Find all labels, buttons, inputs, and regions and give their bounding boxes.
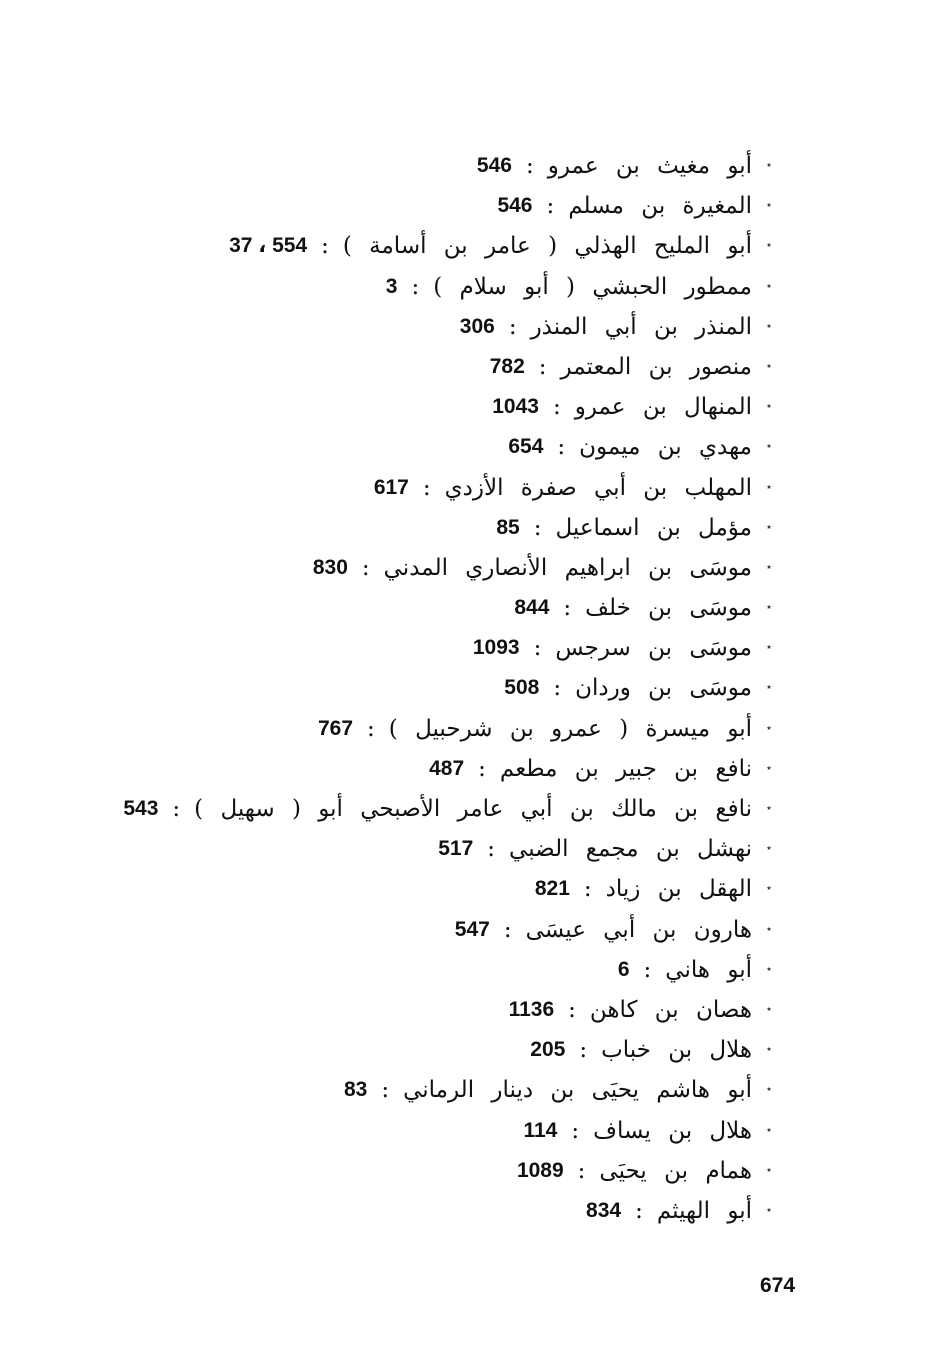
entry-separator: : (553, 675, 562, 702)
index-entry (120, 468, 786, 508)
entry-name: موسَى بن سرجس (555, 635, 752, 662)
entry-separator: : (557, 434, 566, 461)
entry-name: هارون بن أبي عيسَى (525, 916, 752, 943)
entry-pages: 654 (508, 435, 544, 459)
index-entry (120, 869, 786, 909)
entry-name: الهقل بن زياد (605, 876, 752, 903)
bullet-icon: ٭ (766, 360, 772, 372)
bullet-icon: ٭ (766, 963, 772, 975)
entry-name: هلال بن خباب (601, 1037, 752, 1064)
bullet-icon: ٭ (766, 883, 772, 895)
entry-pages: 517 (438, 837, 474, 861)
entry-pages: 1089 (516, 1158, 564, 1182)
bullet-icon: ٭ (766, 240, 772, 252)
entry-separator: : (579, 1037, 588, 1064)
index-entry (120, 668, 786, 708)
entry-pages: 844 (514, 596, 550, 620)
index-entry (120, 1030, 786, 1070)
page-number: 674 (760, 1274, 796, 1297)
bullet-icon: ٭ (766, 441, 772, 453)
entry-name: نافع بن جبير بن مطعم (499, 755, 752, 782)
entry-name: هصان بن كاهن (589, 996, 752, 1023)
entry-name: المغيرة بن مسلم (568, 193, 752, 220)
entry-name: أبو مغيث بن عمرو (547, 153, 752, 179)
bullet-icon: ٭ (766, 642, 772, 654)
entry-separator: : (546, 193, 555, 220)
bullet-icon: ٭ (766, 1124, 772, 1136)
index-entry (120, 789, 786, 829)
bullet-icon: ٭ (766, 1003, 772, 1015)
entry-separator: : (367, 715, 375, 742)
entry-separator: : (563, 595, 572, 622)
bullet-icon: ٭ (766, 682, 772, 694)
index-entry (120, 749, 786, 789)
entry-separator: : (487, 836, 496, 863)
entry-pages: 547 (454, 917, 490, 941)
bullet-icon: ٭ (766, 722, 772, 734)
index-entry (120, 186, 786, 226)
entry-separator: : (568, 996, 576, 1023)
bullet-icon: ٭ (766, 923, 772, 935)
entry-name: مهدي بن ميمون (579, 434, 752, 461)
entry-separator: : (571, 1117, 580, 1144)
entry-pages: 85 (496, 515, 520, 539)
entry-name: أبو الهيثم (656, 1197, 752, 1224)
entry-name: المنهال بن عمرو (574, 394, 752, 421)
bullet-icon: ٭ (766, 481, 772, 493)
entry-name: منصور بن المعتمر (560, 353, 752, 380)
bullet-icon: ٭ (766, 843, 772, 855)
entry-name: أبو المليح الهذلي ( عامر بن أسامة ) (342, 233, 752, 260)
entry-separator: : (478, 755, 486, 782)
entry-separator: : (381, 1077, 390, 1104)
entry-pages: 546 (476, 154, 512, 177)
entry-name: أبو هاشم يحيَى بن دينار الرماني (403, 1077, 752, 1104)
entry-name: ممطور الحبشي ( أبو سلام ) (433, 273, 752, 300)
index-entry (120, 910, 786, 950)
entry-separator: : (411, 273, 420, 300)
entry-pages: 3 (385, 274, 398, 298)
entry-pages: 782 (489, 354, 525, 378)
bullet-icon: ٭ (766, 401, 772, 413)
entry-separator: : (577, 1157, 586, 1184)
bullet-icon: ٭ (766, 200, 772, 212)
index-entry (120, 1191, 786, 1231)
entry-pages: 1043 (492, 395, 539, 419)
index-entry (120, 990, 786, 1030)
bullet-icon: ٭ (766, 320, 772, 332)
entry-pages: 205 (530, 1038, 566, 1062)
bullet-icon: ٭ (766, 280, 772, 292)
index-entry (120, 950, 786, 990)
bullet-icon: ٭ (766, 1204, 772, 1216)
bullet-icon: ٭ (766, 521, 772, 533)
entry-pages: 37 ، 554 (229, 234, 308, 258)
entry-name: نافع بن مالك بن أبي عامر الأصبحي أبو ( سهيل ) (194, 796, 752, 822)
index-entry (120, 709, 786, 749)
index-entry (120, 1070, 786, 1110)
entry-name: المنذر بن أبي المنذر (530, 313, 752, 340)
entry-separator: : (361, 554, 370, 581)
bullet-icon: ٭ (766, 1084, 772, 1096)
index-entry (120, 267, 786, 307)
entry-pages: 114 (523, 1118, 558, 1142)
index-entry (120, 588, 786, 628)
entry-pages: 487 (429, 756, 465, 780)
index-entry (120, 1151, 786, 1191)
bullet-icon: ٭ (766, 602, 772, 614)
entry-pages: 1136 (508, 997, 555, 1021)
index-entry (120, 508, 786, 548)
entry-pages: 767 (317, 716, 354, 740)
index-entry (120, 628, 786, 668)
entry-name: نهشل بن مجمع الضبي (509, 836, 752, 863)
entry-separator: : (635, 1197, 643, 1224)
entry-name: أبو ميسرة ( عمرو بن شرحبيل ) (388, 715, 752, 742)
bullet-icon: ٭ (766, 803, 772, 814)
entry-pages: 543 (123, 797, 159, 820)
name-index-list (120, 146, 786, 1231)
entry-pages: 834 (586, 1198, 622, 1222)
entry-name: موسَى بن وردان (575, 675, 752, 702)
bullet-icon: ٭ (766, 1164, 772, 1176)
entry-pages: 1093 (472, 636, 520, 660)
entry-name: موسَى بن ابراهيم الأنصاري المدني (383, 554, 752, 581)
entry-separator: : (422, 474, 431, 501)
entry-pages: 821 (534, 877, 570, 901)
bullet-icon: ٭ (766, 762, 772, 774)
entry-pages: 830 (312, 555, 348, 579)
entry-pages: 546 (497, 194, 533, 218)
entry-name: مؤمل بن اسماعيل (555, 514, 752, 541)
entry-separator: : (533, 635, 542, 662)
bullet-icon: ٭ (766, 1044, 772, 1056)
index-entry (120, 226, 786, 266)
index-entry (120, 548, 786, 588)
entry-pages: 306 (459, 314, 495, 338)
bullet-icon: ٭ (766, 561, 772, 573)
index-entry (120, 427, 786, 467)
index-entry (120, 347, 786, 387)
entry-separator: : (533, 514, 542, 541)
entry-pages: 6 (617, 957, 630, 981)
index-entry (120, 829, 786, 869)
entry-name: المهلب بن أبي صفرة الأزدي (444, 474, 752, 501)
bullet-icon: ٭ (766, 160, 772, 171)
entry-separator: : (321, 233, 329, 260)
entry-pages: 83 (343, 1078, 368, 1102)
entry-separator: : (172, 796, 181, 822)
entry-name: أبو هاني (665, 956, 752, 983)
entry-name: هلال بن يساف (593, 1117, 752, 1144)
entry-separator: : (552, 394, 561, 421)
entry-separator: : (538, 353, 547, 380)
entry-separator: : (508, 313, 517, 340)
index-entry (120, 1111, 786, 1151)
entry-pages: 508 (504, 676, 540, 700)
index-entry (120, 387, 786, 427)
entry-separator: : (525, 153, 534, 179)
entry-separator: : (643, 956, 652, 983)
index-entry (120, 307, 786, 347)
entry-pages: 617 (373, 475, 409, 499)
entry-separator: : (503, 916, 512, 943)
entry-separator: : (583, 876, 592, 903)
entry-name: همام بن يحيَى (599, 1157, 752, 1184)
entry-name: موسَى بن خلف (585, 595, 752, 622)
index-entry (120, 146, 786, 186)
